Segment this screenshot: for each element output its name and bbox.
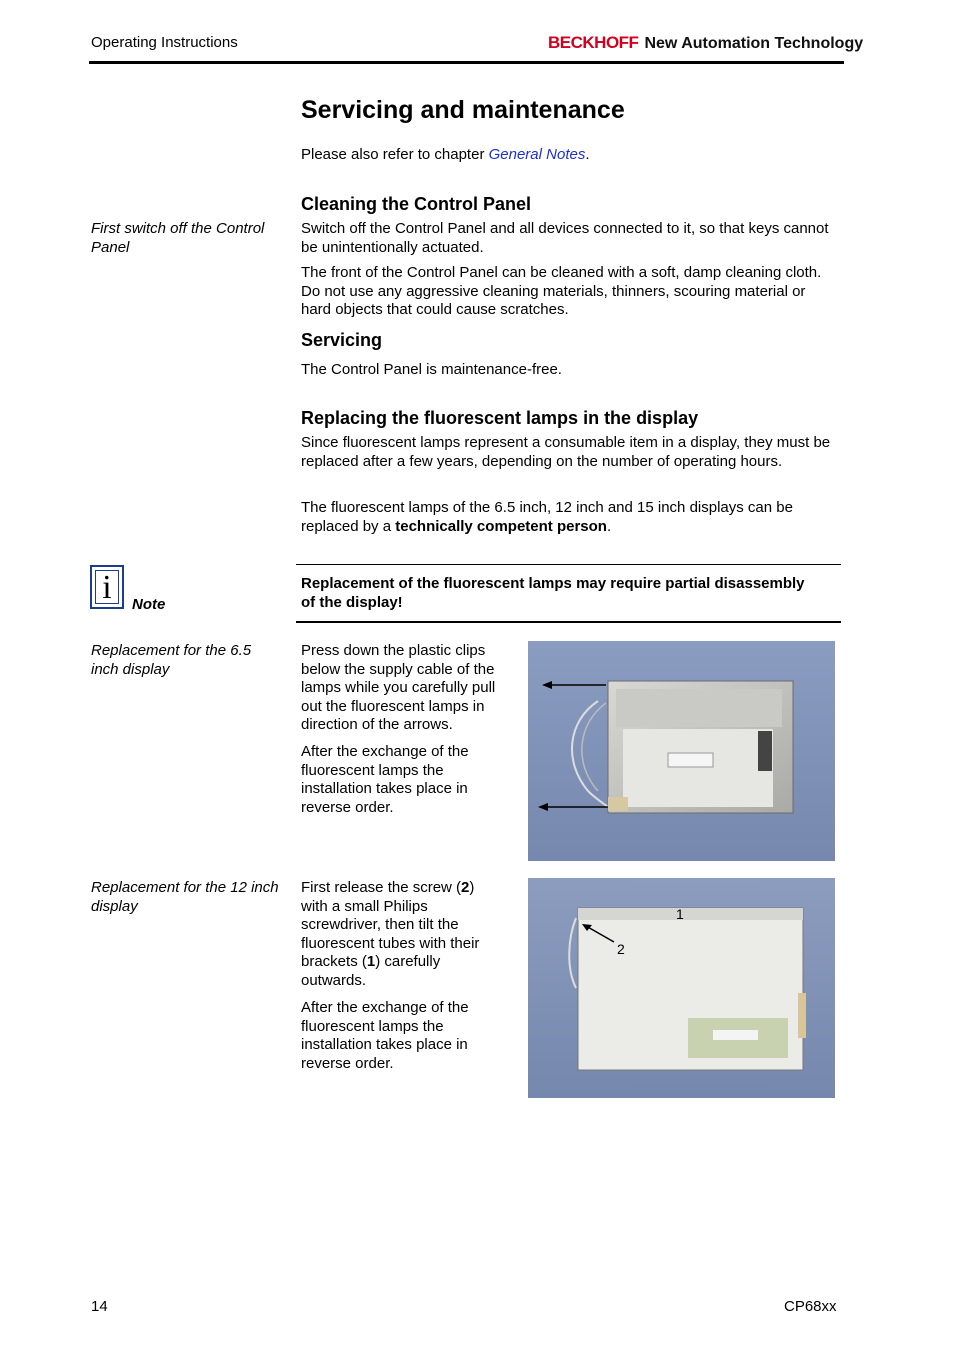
display-12-illustration [528,878,835,1098]
intro-prefix: Please also refer to chapter [301,146,489,163]
replace12-p1-bracket: 1 [366,953,376,970]
info-icon [90,565,124,609]
note-text: Replacement of the fluorescent lamps may require partial disassembly of the display! [301,575,805,611]
replace12-paragraph-2: After the exchange of the fluorescent lamps the installation takes place in reverse order. [301,999,469,1072]
replace12-paragraph-1 [301,879,501,990]
header-doc-type: Operating Instructions [91,34,238,51]
lamps-paragraph-1: Since fluorescent lamps represent a consumable item in a display, they must be replaced after a few years, depending on the number of operating hours. [301,434,831,470]
replace65-paragraph-1: Press down the plastic clips below the supply cable of the lamps while you carefully pull out the fluorescent lamps in direction of the arrows. [301,642,496,733]
note-label: Note [132,596,166,613]
servicing-paragraph: The Control Panel is maintenance-free. [301,361,562,378]
intro-text [301,146,590,165]
page-title: Servicing and maintenance [301,96,625,124]
lamps-paragraph-2 [301,499,836,536]
general-notes-link[interactable]: General Notes [488,146,586,163]
cleaning-heading: Cleaning the Control Panel [301,194,532,214]
replace12-p1-e: ) carefully outwards. [301,953,441,989]
replace65-paragraph-2: After the exchange of the fluorescent lamps the installation takes place in reverse order. [301,743,469,816]
brand-name: BECKHOFF [548,33,639,52]
replace12-p1-screw: 2 [461,879,470,896]
display-65-illustration [528,641,835,861]
replace12-p1-c: ) with a small Philips screwdriver, then tilt the fluorescent tubes with their brackets ( [301,879,480,970]
servicing-heading: Servicing [301,330,383,350]
photo-label-1: 1 [676,906,684,922]
replace65-side-note: Replacement for the 6.5 inch display [91,642,252,678]
display-12-photo [528,878,835,1098]
cleaning-paragraph-1: Switch off the Control Panel and all devices connected to it, so that keys cannot be unintentionally actuated. [301,220,829,256]
header-rule [89,61,844,64]
lamps-p2-bold: technically competent person [395,517,607,535]
replace12-p1-a: First release the screw ( [301,879,462,896]
lamps-p2-suffix: . [606,517,612,535]
lamps-p2-prefix: The fluorescent lamps of the 6.5 inch, 12 inch and 15 inch displays can be replaced by a [301,499,793,535]
brand-logo [548,33,863,53]
photo-label-2: 2 [617,941,625,957]
cleaning-side-note: First switch off the Control Panel [91,220,265,256]
lamps-heading: Replacing the fluorescent lamps in the display [301,408,699,428]
note-rule-bottom [296,621,841,623]
intro-suffix: . [585,146,590,163]
display-65-photo [528,641,835,861]
info-icon-letter: i [95,570,119,604]
replace12-side-note: Replacement for the 12 inch display [91,879,279,915]
note-rule-top [296,564,841,565]
product-code: CP68xx [784,1298,837,1315]
cleaning-paragraph-2: The front of the Control Panel can be cleaned with a soft, damp cleaning cloth. Do not use any aggressive cleaning materials, thinners, scouring material or hard objects that could cause scratches. [301,264,822,318]
page-number: 14 [91,1298,108,1315]
brand-tagline: New Automation Technology [644,35,864,52]
